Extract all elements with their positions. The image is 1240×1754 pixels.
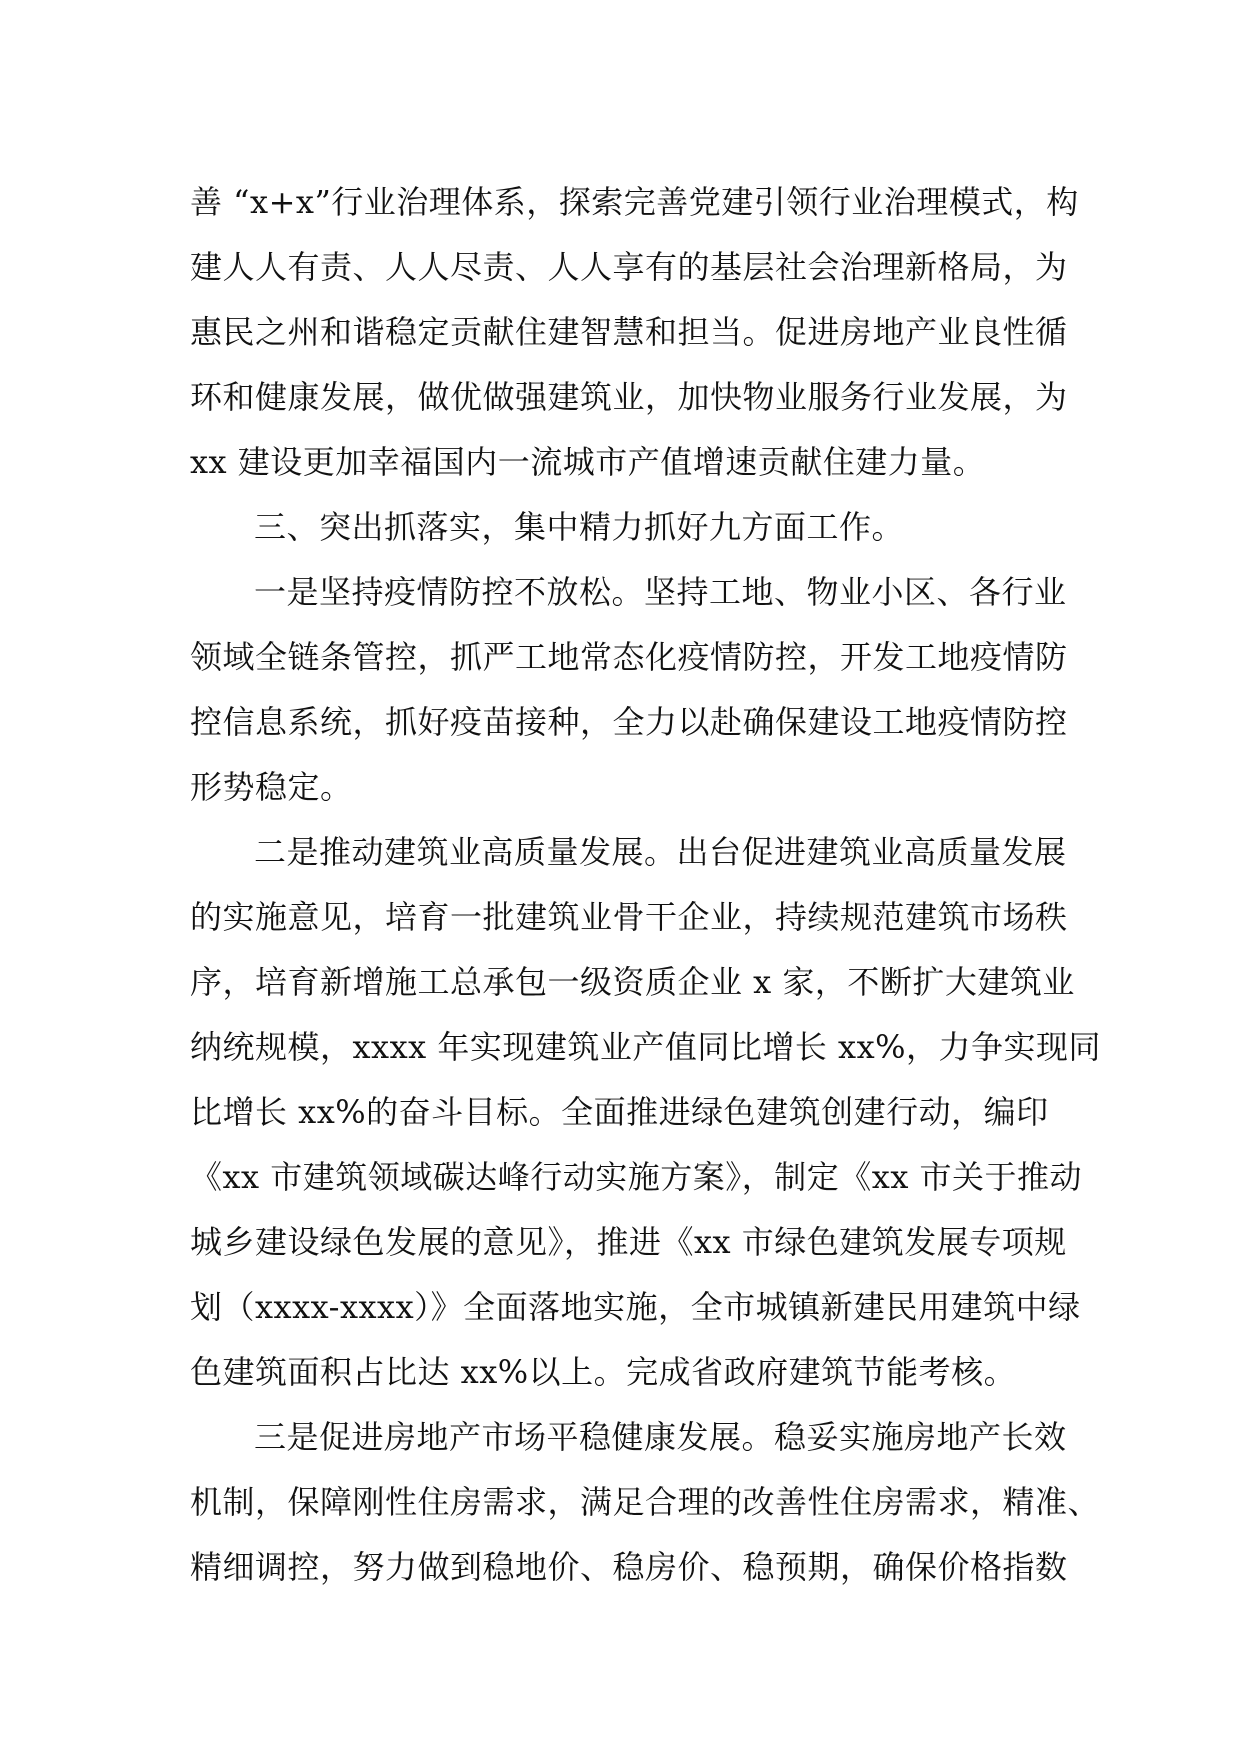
- text-line: 精细调控，努力做到稳地价、稳房价、稳预期，确保价格指数: [190, 1548, 1068, 1586]
- text-line: 建人人有责、人人尽责、人人享有的基层社会治理新格局，为: [190, 248, 1068, 286]
- text-line: 色建筑面积占比达 xx%以上。完成省政府建筑节能考核。: [190, 1353, 1017, 1391]
- body-text: [190, 170, 1102, 1600]
- text-line: 比增长 xx%的奋斗目标。全面推进绿色建筑创建行动，编印: [190, 1093, 1049, 1131]
- text-line: 领域全链条管控，抓严工地常态化疫情防控，开发工地疫情防: [190, 638, 1068, 676]
- text-line: 的实施意见，培育一批建筑业骨干企业，持续规范建筑市场秩: [190, 898, 1068, 936]
- section-heading: 三、突出抓落实，集中精力抓好九方面工作。: [254, 508, 905, 546]
- text-line: 划（xxxx-xxxx）》全面落地实施，全市城镇新建民用建筑中绿: [190, 1288, 1081, 1326]
- text-line: xx 建设更加幸福国内一流城市产值增速贡献住建力量。: [190, 443, 986, 481]
- text-line: 善 “x+x”行业治理体系，探索完善党建引领行业治理模式，构: [190, 183, 1079, 221]
- text-line: 机制，保障刚性住房需求，满足合理的改善性住房需求，精准、: [190, 1483, 1101, 1521]
- text-line: 《xx 市建筑领域碳达峰行动实施方案》，制定《xx 市关于推动: [190, 1158, 1083, 1196]
- text-line: 城乡建设绿色发展的意见》，推进《xx 市绿色建筑发展专项规: [190, 1223, 1067, 1261]
- paragraph-start: 一是坚持疫情防控不放松。坚持工地、物业小区、各行业: [254, 573, 1067, 611]
- paragraph-start: 三是促进房地产市场平稳健康发展。稳妥实施房地产长效: [254, 1418, 1067, 1456]
- text-line: 纳统规模，xxxx 年实现建筑业产值同比增长 xx%，力争实现同: [190, 1028, 1102, 1066]
- text-line: 控信息系统，抓好疫苗接种，全力以赴确保建设工地疫情防控: [190, 703, 1068, 741]
- text-line: 环和健康发展，做优做强建筑业，加快物业服务行业发展，为: [190, 378, 1068, 416]
- text-line: 形势稳定。: [190, 768, 353, 806]
- text-line: 序，培育新增施工总承包一级资质企业 x 家，不断扩大建筑业: [190, 963, 1075, 1001]
- text-line: 惠民之州和谐稳定贡献住建智慧和担当。促进房地产业良性循: [190, 313, 1068, 351]
- paragraph-start: 二是推动建筑业高质量发展。出台促进建筑业高质量发展: [254, 833, 1067, 871]
